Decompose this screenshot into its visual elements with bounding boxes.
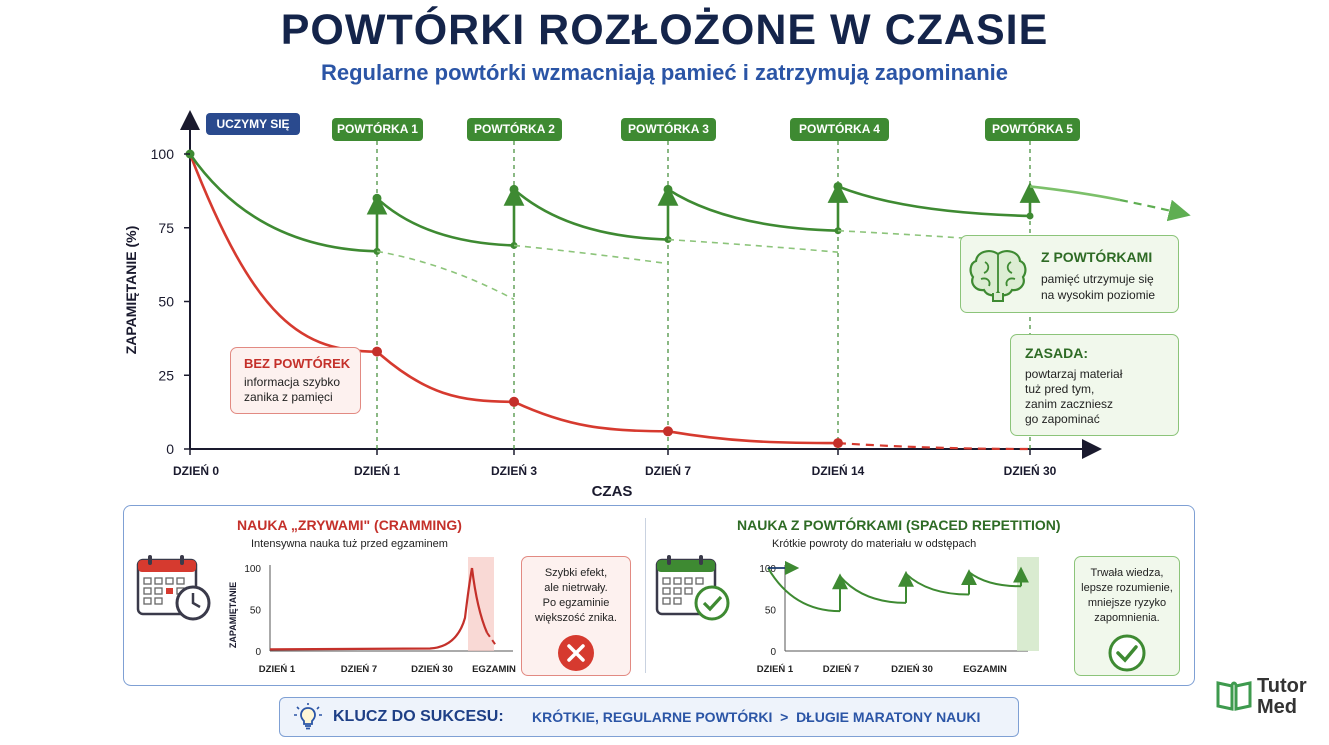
cramming-note-line-2: ale nietrwały. [544,582,608,594]
no-review-title: BEZ POWTÓREK [244,356,351,371]
spaced-decay-line [768,568,840,611]
spaced-decay-line [840,576,906,603]
with-review-point [373,194,382,203]
rule-line-4: go zapominać [1025,412,1100,426]
cramming-note-line-4: większość znika. [535,612,617,624]
forgetting-without-review [514,245,668,263]
with-review-title: Z POWTÓRKAMI [1041,249,1153,265]
mini-y-tick-label: 0 [255,647,261,658]
brain-icon [967,246,1029,302]
page-title: POWTÓRKI ROZŁOŻONE W CZASIE [280,6,1049,54]
spaced-title: NAUKA Z POWTÓRKAMI (SPACED REPETITION) [737,517,1061,533]
review-tag-5 [985,118,1080,141]
x-tick-label: DZIEŃ 7 [644,464,692,478]
y-tick-label: 0 [166,441,174,457]
spaced-note [1074,556,1180,676]
lightbulb-icon [293,702,323,732]
y-tick-label: 75 [158,219,174,236]
key-text: KRÓTKIE, REGULARNE POWTÓRKI > DŁUGIE MARATONY NAUKI [532,709,981,725]
spaced-subtitle: Krótkie powroty do materiału w odstępach [772,538,977,550]
mini-x-tick-label: EGZAMIN [963,664,1007,675]
spaced-note-line-1: Trwała wiedza, [1090,567,1164,579]
tutormed-logo-icon [1215,677,1253,713]
series-with-review-segment [668,189,838,230]
y-tick-label: 100 [150,146,174,162]
no-review-point [372,347,382,357]
with-review-point [834,182,843,191]
no-review-point [833,438,843,448]
x-axis-title: CZAS [591,483,633,500]
mini-x-tick-label: EGZAMIN [472,664,516,675]
rule-callout [1010,334,1179,436]
x-tick-label: DZIEŃ 0 [172,464,220,478]
no-review-callout [230,347,361,414]
logo-text [1257,676,1307,718]
x-tick-label: DZIEŃ 1 [353,464,401,478]
x-tick-label: DZIEŃ 3 [490,464,538,478]
cramming-note-line-1: Szybki efekt, [544,567,608,579]
review-tag-4-label: POWTÓRKA 4 [799,122,880,136]
check-icon [1107,633,1147,673]
rule-line-2: tuż pred tym, [1025,382,1095,396]
cramming-line [270,568,472,649]
series-with-review-segment [190,154,377,251]
review-tag-2-label: POWTÓRKA 2 [474,122,555,136]
series-with-review-segment [377,198,514,245]
rule-line-3: zanim zaczniesz [1025,397,1114,411]
review-tag-2 [467,118,562,141]
with-review-line-2: na wysokim poziomie [1041,288,1156,302]
review-tag-5-label: POWTÓRKA 5 [992,122,1073,136]
key-label: KLUCZ DO SUKCESU: [333,708,504,725]
series-with-review-continuation [1030,186,1120,200]
rule-title: ZASADA: [1025,345,1088,361]
spaced-note-line-2: lepsze rozumienie, [1081,582,1173,594]
calendar-clock-icon [136,554,216,624]
review-tag-3-label: POWTÓRKA 3 [628,122,709,136]
mini-x-tick-label: DZIEŃ 1 [756,664,794,675]
with-review-callout [960,235,1179,313]
spaced-decay-line [969,572,1021,586]
review-tag-1 [332,118,423,141]
start-tag-label: UCZYMY SIĘ [216,117,290,131]
forgetting-without-review [668,240,838,253]
cramming-chart [225,555,525,685]
no-review-line-2: zanika z pamięci [244,390,333,404]
no-review-line-1: informacja szybko [244,375,341,389]
start-tag [206,113,300,135]
with-review-line-1: pamięć utrzymuje się [1041,272,1154,286]
mini-y-tick-label: 50 [764,605,776,617]
cramming-subtitle: Intensywna nauka tuż przed egzaminem [251,538,448,550]
no-review-point [509,397,519,407]
with-review-point [510,185,519,194]
mini-y-tick-label: 100 [759,564,776,575]
review-tag-3 [621,118,716,141]
mini-x-tick-label: DZIEŃ 30 [411,664,453,675]
spaced-note-line-3: mniejsze ryzyko [1087,597,1167,609]
key-to-success-bar [279,697,1019,737]
mini-y-tick-label: 100 [244,564,261,575]
logo-line-2: Med [1257,696,1297,718]
cramming-title: NAUKA „ZRYWAMI" (CRAMMING) [237,517,462,533]
y-tick-label: 25 [158,367,174,384]
mini-y-tick-label: 50 [249,605,261,617]
y-tick-label: 50 [158,293,174,310]
mini-y-tick-label: 0 [770,647,776,658]
spaced-chart [740,555,1040,685]
panel-divider [645,518,646,673]
cramming-note [521,556,631,676]
y-axis-title: ZAPAMIĘTANIE (%) [123,225,139,355]
mini-x-tick-label: DZIEŃ 1 [258,664,296,675]
spaced-decay-line [906,574,969,595]
spaced-note-line-4: zapomnienia. [1094,612,1160,624]
cramming-note-line-3: Po egzaminie [542,597,610,609]
cramming-ylabel: ZAPAMIĘTANIE [228,581,238,649]
calendar-check-icon [655,554,735,624]
mini-x-tick-label: DZIEŃ 7 [340,664,378,675]
x-tick-label: DZIEŃ 30 [1003,464,1057,478]
page-subtitle: Regularne powtórki wzmacniają pamieć i zatrzymują zapominanie [320,60,1009,85]
series-with-review-segment [514,189,668,239]
cross-icon [556,633,596,673]
forgetting-without-review [377,251,514,299]
mini-x-tick-label: DZIEŃ 7 [822,664,860,675]
logo-line-1: Tutor [1257,675,1307,697]
no-review-point [663,426,673,436]
series-with-review-extension [1120,200,1180,213]
review-tag-4 [790,118,889,141]
exam-period-highlight [1017,557,1039,651]
review-tag-1-label: POWTÓRKA 1 [337,122,418,136]
rule-line-1: powtarzaj materiał [1025,367,1123,381]
series-with-review-segment [838,186,1030,216]
with-review-point [664,185,673,194]
mini-x-tick-label: DZIEŃ 30 [891,664,933,675]
x-tick-label: DZIEŃ 14 [811,464,865,478]
